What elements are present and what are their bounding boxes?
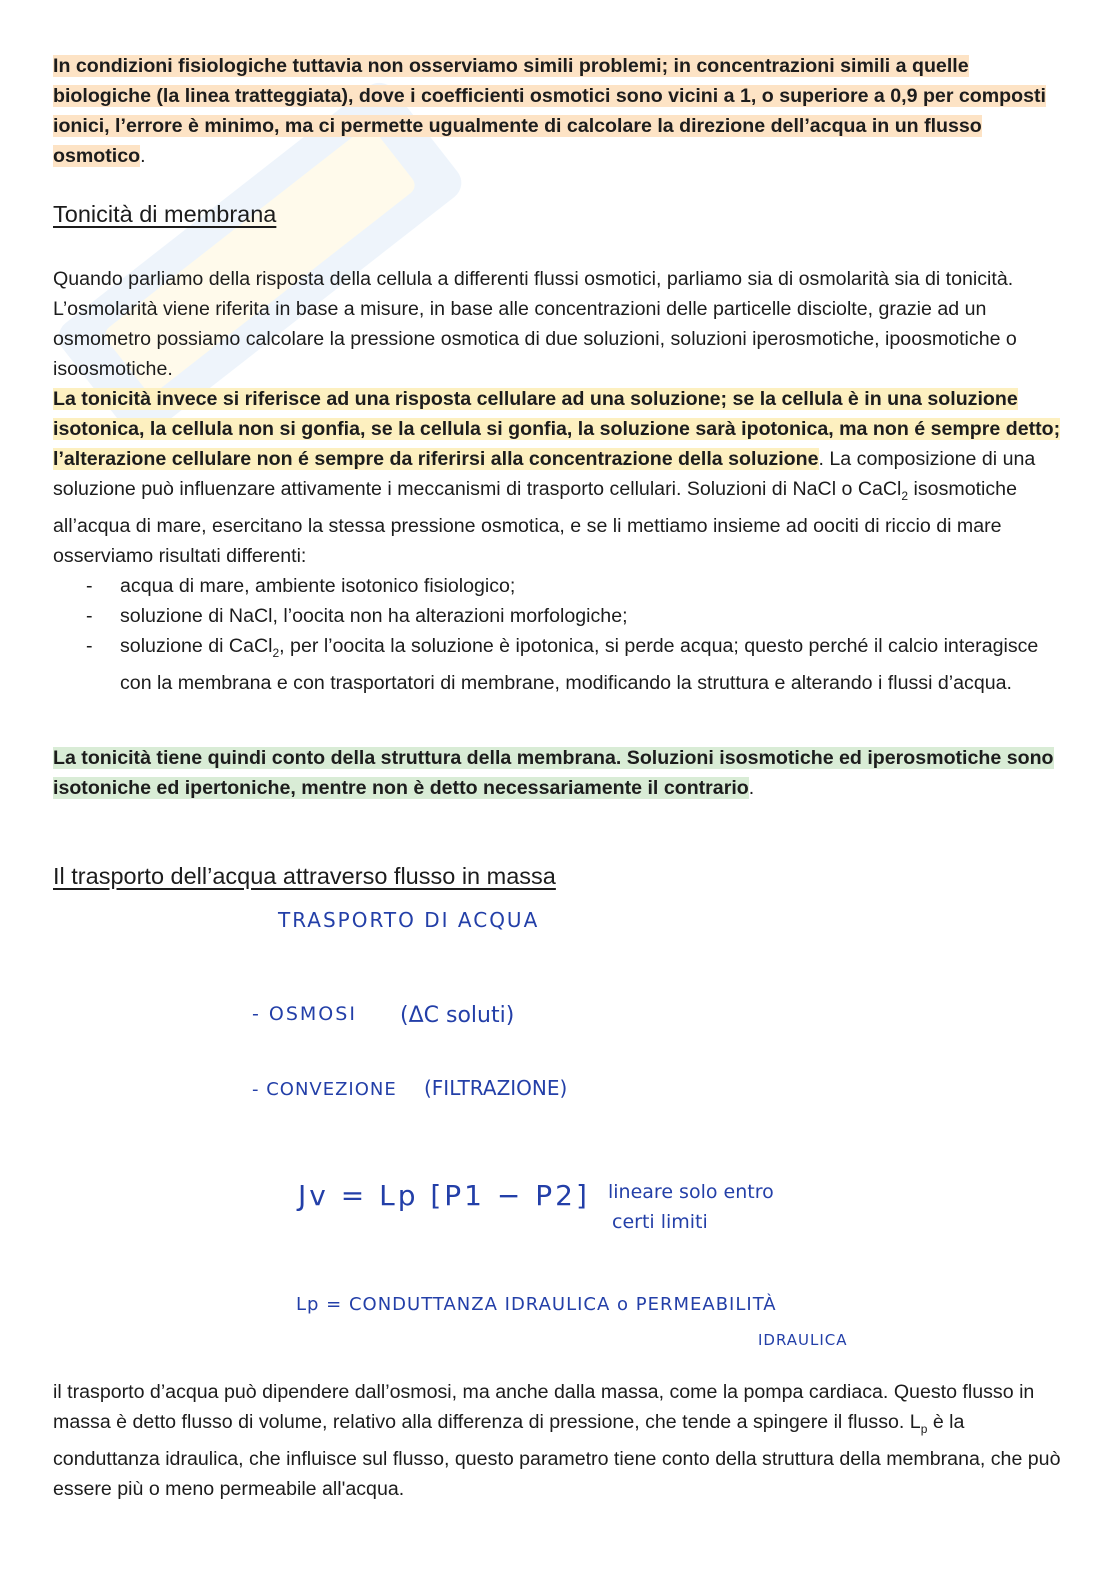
conclusion-highlight: La tonicità tiene quindi conto della struttura della membrana. Soluzioni isosmotiche ed iperosmotiche sono isotoniche ed ipertoniche, mentre non è detto necessariamente il contrario bbox=[53, 747, 1054, 799]
bulk-flow-text-b: è la conduttanza idraulica, che influisce sul flusso, questo parametro tiene conto della struttura della membrana, che può essere più o meno permeabile all'acqua. bbox=[53, 1411, 1061, 1500]
tonicity-text-a: . La composizione di una soluzione può influenzare attivamente i meccanismi di trasporto cellulari. Soluzioni di NaCl o CaCl bbox=[53, 448, 1036, 500]
subscript-2: 2 bbox=[901, 488, 909, 503]
equation-jv: Jv = Lp [P1 − P2] bbox=[298, 1179, 590, 1212]
bulk-flow-text-a: il trasporto d’acqua può dipendere dall’osmosi, ma anche dalla massa, come la pompa cardiaca. Questo flusso in massa è detto flusso di volume, relativo alla differenza di pressione, che tende a spingere il flusso. L bbox=[53, 1381, 1035, 1433]
subscript-p: p bbox=[920, 1421, 928, 1436]
section-title-bulk-flow: Il trasporto dell’acqua attraverso flusso in massa bbox=[53, 863, 556, 889]
notes-osmosis: - OSMOSI bbox=[252, 1003, 357, 1025]
tonicity-text-b: isosmotiche all’acqua di mare, esercitano la stessa pressione osmotica, e se li mettiamo insieme ad oociti di riccio di mare osserviamo risultati differenti: bbox=[53, 478, 1017, 567]
notes-convection: - CONVEZIONE bbox=[252, 1079, 397, 1100]
section-title-tonicity: Tonicità di membrana bbox=[53, 201, 277, 227]
conclusion-tail: . bbox=[748, 777, 755, 799]
intro-tail: . bbox=[140, 145, 146, 167]
list-item-text-a: soluzione di CaCl bbox=[120, 634, 273, 657]
notes-title: TRASPORTO DI ACQUA bbox=[278, 908, 540, 932]
list-item-text-b: , per l’oocita la soluzione è ipotonica, si perde acqua; questo perché il calcio interagisce con la membrana e con trasportatori di membrane, modificando la struttura e alterando i flussi d’acqua. bbox=[120, 634, 1039, 694]
intro-highlight: In condizioni fisiologiche tuttavia non osserviamo simili problemi; in concentrazioni simili a quelle biologiche (la linea tratteggiata), dove i coefficienti osmotici sono vicini a 1, o superiore a 0,9 per composti ionici, l’errore è minimo, ma ci permette ugualmente di calcolare la direzione dell’acqua in un flusso osmotico bbox=[53, 55, 1046, 167]
notes-filtration: (FILTRAZIONE) bbox=[424, 1076, 568, 1100]
section2-body bbox=[53, 1377, 1063, 1504]
lp-definition: Lp = CONDUTTANZA IDRAULICA o PERMEABILITÀ bbox=[296, 1294, 777, 1315]
list-item: - acqua di mare, ambiente isotonico fisiologico; bbox=[53, 571, 1063, 601]
equation-note-line2: certi limiti bbox=[612, 1211, 708, 1233]
list-item: - soluzione di NaCl, l’oocita non ha alterazioni morfologiche; bbox=[53, 601, 1063, 631]
tonicity-highlight: La tonicità invece si riferisce ad una risposta cellulare ad una soluzione; se la cellula è in una soluzione isotonica, la cellula non si gonfia, se la cellula si gonfia, la soluzione sarà ipotonica, ma non é sempre detto; l’alterazione cellulare non é sempre da riferirsi alla concentrazione della soluzione bbox=[53, 388, 1061, 470]
lp-definition-line2: IDRAULICA bbox=[758, 1331, 848, 1349]
paragraph-osmolarity: Quando parliamo della risposta della cellula a differenti flussi osmotici, parliamo sia di osmolarità sia di tonicità. L’osmolarità viene riferita in base a misure, in base alle concentrazioni delle particelle disciolte, grazie ad un osmometro possiamo calcolare la pressione osmotica di due soluzioni, soluzioni iperosmotiche, ipoosmotiche o isoosmotiche. bbox=[53, 268, 1017, 380]
equation-note-line1: lineare solo entro bbox=[608, 1181, 774, 1203]
notes-osmosis-detail: (ΔC soluti) bbox=[400, 1003, 515, 1028]
subscript-2: 2 bbox=[272, 645, 280, 660]
